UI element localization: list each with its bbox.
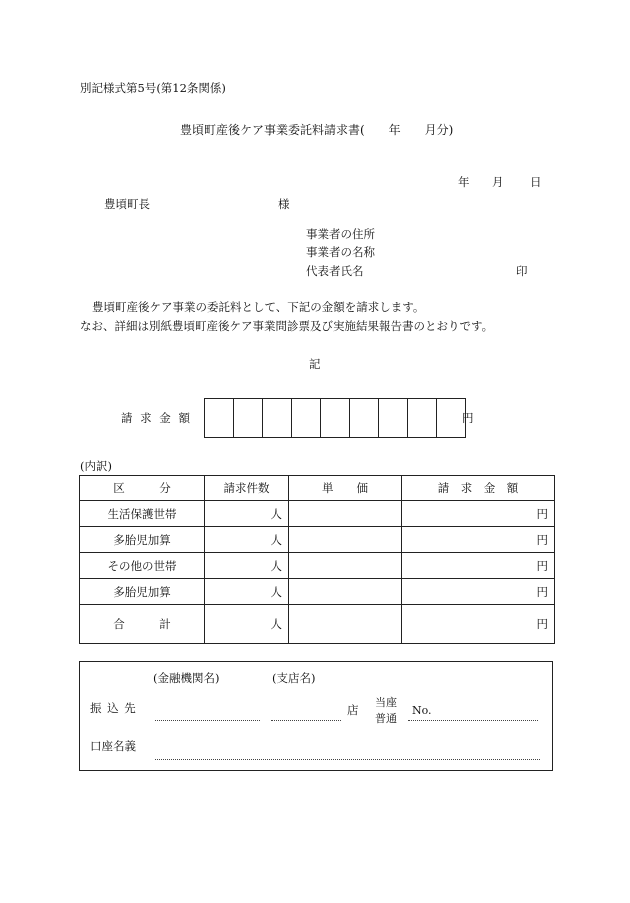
date-day-label: 日 [530, 175, 542, 189]
table-row-total [80, 605, 555, 644]
breakdown-table [79, 475, 555, 644]
amount-digit[interactable] [408, 399, 437, 438]
amount-digit[interactable] [292, 399, 321, 438]
amount-unit: 円 [462, 411, 474, 425]
price-cell[interactable] [289, 527, 402, 553]
amount-cell[interactable]: 円 [402, 553, 555, 579]
row-label: 多胎児加算 [80, 527, 205, 553]
business-name-label: 事業者の名称 [306, 245, 375, 259]
table-row [80, 553, 555, 579]
amount-digit[interactable] [234, 399, 263, 438]
price-cell[interactable] [289, 553, 402, 579]
seal-mark: 印 [516, 264, 528, 278]
document-title: 豊頃町産後ケア事業委託料請求書( 年 月分) [180, 123, 454, 137]
request-amount-label: 請 求 金 額 [121, 411, 192, 425]
price-cell[interactable] [289, 605, 402, 644]
branch-name-field[interactable] [271, 720, 341, 721]
bank-name-label: (金融機関名) [153, 671, 220, 685]
request-statement: 豊頃町産後ケア事業の委託料として、下記の金額を請求します。 [92, 300, 425, 314]
table-row [80, 527, 555, 553]
account-number-label: No. [412, 704, 432, 717]
amount-cell[interactable]: 円 [402, 605, 555, 644]
row-label: その他の世帯 [80, 553, 205, 579]
addressee: 豊頃町長 [104, 197, 150, 211]
account-number-field[interactable] [408, 720, 538, 721]
detail-statement: なお、詳細は別紙豊頃町産後ケア事業問診票及び実施結果報告書のとおりです。 [80, 319, 494, 333]
account-holder-label: 口座名義 [90, 739, 136, 753]
representative-label: 代表者氏名 [306, 264, 364, 278]
header-count: 請求件数 [205, 476, 289, 501]
account-type-checking[interactable]: 当座 [375, 696, 397, 709]
header-unit-price: 単 価 [289, 476, 402, 501]
row-label: 多胎児加算 [80, 579, 205, 605]
account-type-savings[interactable]: 普通 [375, 712, 397, 725]
count-cell[interactable]: 人 [205, 605, 289, 644]
count-cell[interactable]: 人 [205, 579, 289, 605]
amount-cell[interactable]: 円 [402, 501, 555, 527]
count-cell[interactable]: 人 [205, 501, 289, 527]
amount-cell[interactable]: 円 [402, 527, 555, 553]
count-cell[interactable]: 人 [205, 527, 289, 553]
date-year-label: 年 [458, 175, 470, 189]
amount-digit-boxes [204, 398, 466, 438]
amount-digit[interactable] [205, 399, 234, 438]
breakdown-header-row [80, 476, 555, 501]
breakdown-caption: (内訳) [80, 459, 112, 473]
count-cell[interactable]: 人 [205, 553, 289, 579]
date-month-label: 月 [492, 175, 504, 189]
business-address-label: 事業者の住所 [306, 227, 375, 241]
table-row [80, 501, 555, 527]
table-row [80, 579, 555, 605]
amount-cell[interactable]: 円 [402, 579, 555, 605]
header-category: 区 分 [80, 476, 205, 501]
row-label: 生活保護世帯 [80, 501, 205, 527]
transfer-to-label: 振 込 先 [90, 701, 137, 715]
bank-transfer-box [79, 661, 553, 771]
ki-heading: 記 [309, 357, 321, 371]
branch-name-label: (支店名) [272, 671, 316, 685]
amount-digit[interactable] [321, 399, 350, 438]
amount-digit[interactable] [350, 399, 379, 438]
header-amount: 請 求 金 額 [402, 476, 555, 501]
amount-digit[interactable] [263, 399, 292, 438]
account-holder-field[interactable] [155, 759, 540, 760]
bank-name-field[interactable] [155, 720, 260, 721]
amount-digit[interactable] [379, 399, 408, 438]
honorific: 様 [278, 197, 290, 211]
price-cell[interactable] [289, 501, 402, 527]
branch-suffix: 店 [347, 703, 359, 717]
row-label: 合 計 [80, 605, 205, 644]
form-number: 別記様式第5号(第12条関係) [80, 81, 226, 95]
price-cell[interactable] [289, 579, 402, 605]
